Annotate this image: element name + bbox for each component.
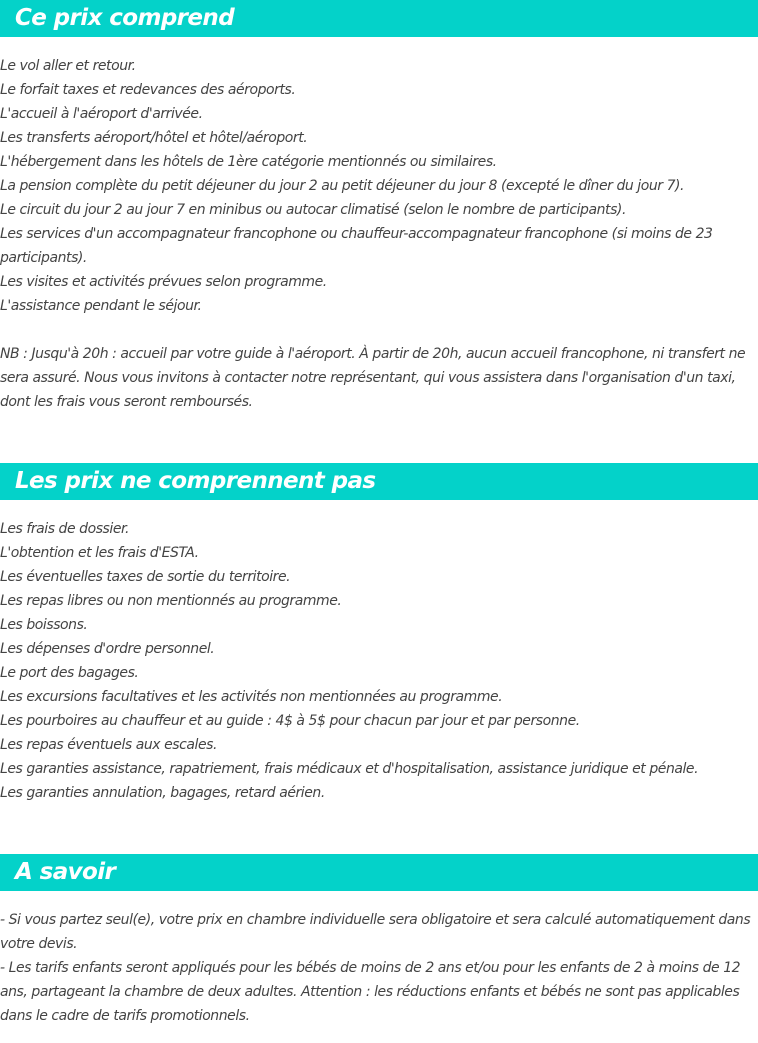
section-title: Ce prix comprend [15,5,235,31]
info-paragraph: - Les tarifs enfants seront appliqués pour les bébés de moins de 2 ans et/ou pour les enfants de 2 à moins de 12 ans, partageant la chambre de deux adultes. Attention : les réductions enfants et bébés ne sont pas applicables dans le cadre de tarifs promotionnels. [0,960,741,1024]
info-paragraph: - Si vous partez seul(e), votre prix en chambre individuelle sera obligatoire et sera calculé automatiquement dans votre devis. [0,912,751,952]
spacer [0,318,758,342]
list-item: Les pourboires au chauffeur et au guide : 4$ à 5$ pour chacun par jour et par personne. [0,713,580,729]
list-item: Les dépenses d'ordre personnel. [0,641,215,657]
section-title: Les prix ne comprennent pas [15,468,376,494]
list-item: Les transferts aéroport/hôtel et hôtel/aéroport. [0,130,308,146]
section-body [0,891,758,1028]
section-header [0,463,758,500]
section-good-to-know [0,854,758,1028]
list-item: La pension complète du petit déjeuner du jour 2 au petit déjeuner du jour 8 (excepté le dîner du jour 7). [0,178,685,194]
section-title: A savoir [15,859,116,885]
list-item: Le forfait taxes et redevances des aéroports. [0,82,296,98]
list-item: Les garanties annulation, bagages, retard aérien. [0,785,325,801]
list-item: Les repas éventuels aux escales. [0,737,217,753]
list-item: L'accueil à l'aéroport d'arrivée. [0,106,203,122]
list-item: L'assistance pendant le séjour. [0,298,202,314]
section-header [0,854,758,891]
list-item: Les repas libres ou non mentionnés au programme. [0,593,342,609]
list-item: Les éventuelles taxes de sortie du territoire. [0,569,291,585]
note-paragraph: NB : Jusqu'à 20h : accueil par votre guide à l'aéroport. À partir de 20h, aucun accueil francophone, ni transfert ne sera assuré. Nous vous invitons à contacter notre représentant, qui vous assistera dans l'organisation d'un taxi, dont les frais vous seront remboursés. [0,346,746,410]
list-item: Le port des bagages. [0,665,139,681]
list-item: Les frais de dossier. [0,521,130,537]
list-item: Les visites et activités prévues selon programme. [0,274,327,290]
section-price-includes [0,0,758,414]
section-header [0,0,758,37]
list-item: L'obtention et les frais d'ESTA. [0,545,199,561]
list-item: Le circuit du jour 2 au jour 7 en minibus ou autocar climatisé (selon le nombre de participants). [0,202,626,218]
list-item: Les garanties assistance, rapatriement, frais médicaux et d'hospitalisation, assistance juridique et pénale. [0,761,699,777]
section-body [0,500,758,805]
list-item: L'hébergement dans les hôtels de 1ère catégorie mentionnés ou similaires. [0,154,497,170]
list-item: Le vol aller et retour. [0,58,136,74]
section-body [0,37,758,414]
list-item: Les services d'un accompagnateur francophone ou chauffeur-accompagnateur francophone (si moins de 23 participants). [0,226,713,266]
list-item: Les boissons. [0,617,88,633]
section-price-excludes [0,463,758,805]
list-item: Les excursions facultatives et les activités non mentionnées au programme. [0,689,503,705]
